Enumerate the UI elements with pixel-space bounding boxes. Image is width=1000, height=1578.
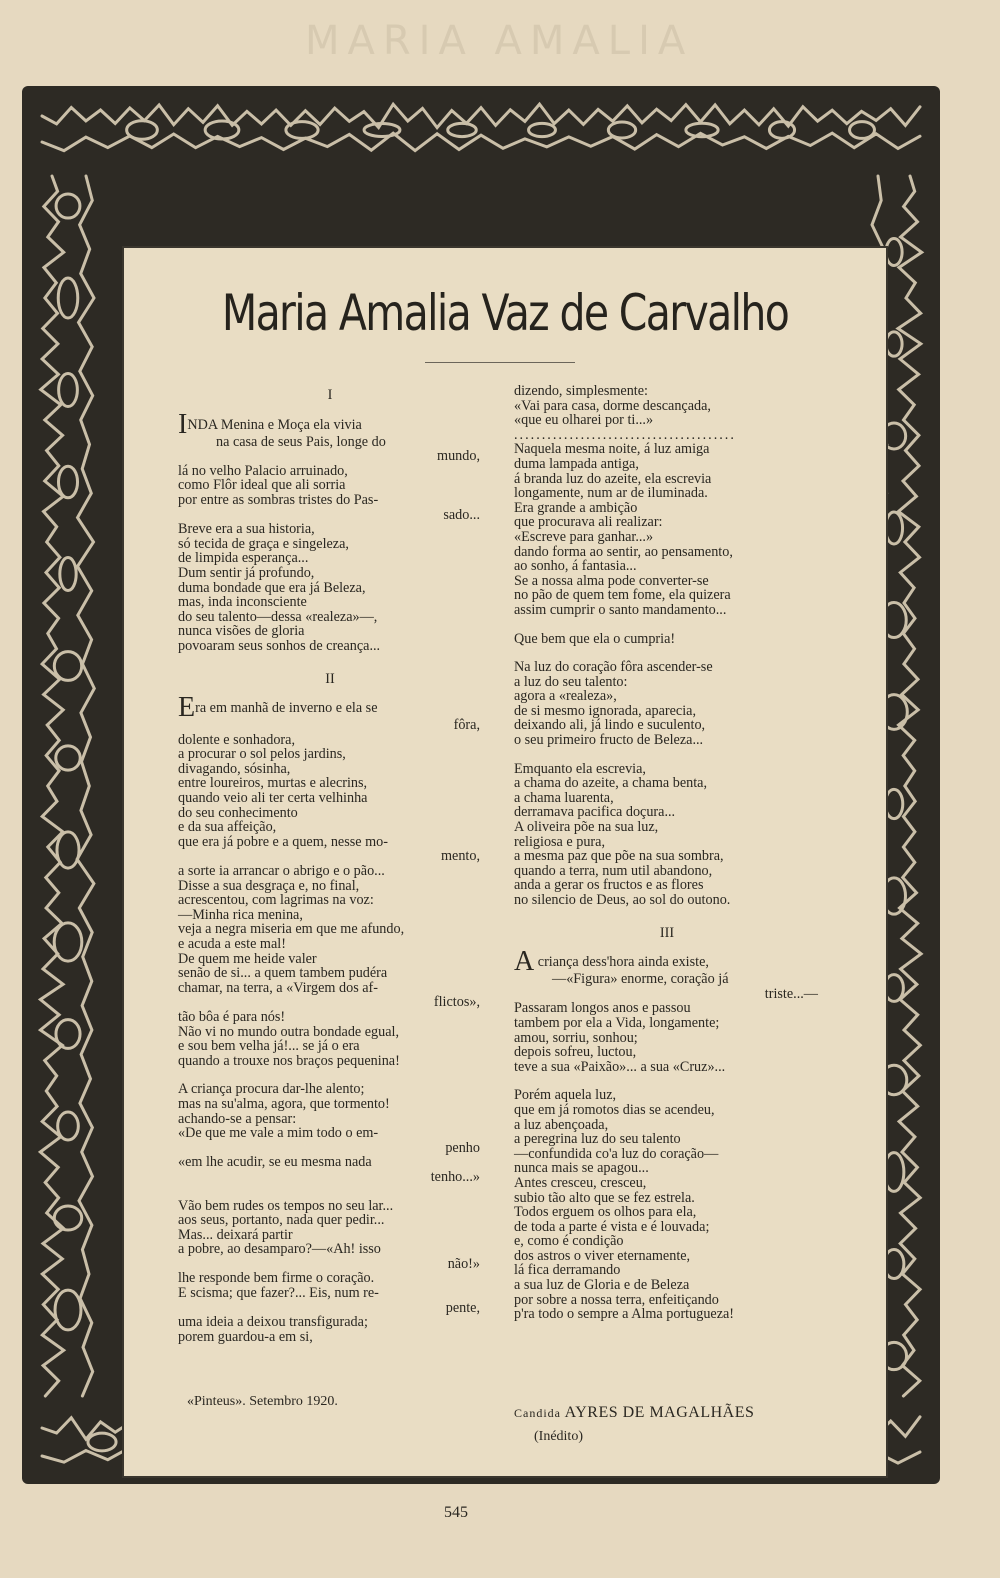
author-surname: AYRES DE MAGALHÃES (564, 1404, 755, 1421)
verse-line: A criança procura dar-lhe alento; (178, 1081, 365, 1098)
verse-line: a sorte ia arrancar o abrigo e o pão... (178, 863, 385, 880)
verse-line: tambem por ela a Vida, longamente; (514, 1014, 720, 1031)
verse-line: e acuda a este mal! (178, 936, 286, 952)
drop-cap: A (514, 946, 535, 978)
verse-line: fôra, (453, 717, 480, 734)
verse-line: Naquela mesma noite, á luz amiga (514, 441, 710, 458)
right-column (514, 384, 820, 1322)
verse-line: no silencio de Deus, ao sol do outono. (514, 892, 731, 908)
stanza-gap (514, 908, 820, 922)
stanza-gap (178, 654, 482, 668)
stanza-gap (514, 748, 820, 762)
verse-line: chamar, na terra, a «Virgem dos af- (178, 979, 379, 996)
verse-line: nunca visões de gloria (178, 623, 305, 640)
verse-line: —Minha rica menina, (178, 906, 303, 923)
stanza-gap (514, 618, 820, 632)
verse-line: achando-se a pensar: (178, 1110, 297, 1127)
verse-line: a sua luz de Gloria e de Beleza (514, 1277, 690, 1294)
verse-line: «De que me vale a mim todo o em- (178, 1125, 379, 1142)
verse-line: depois sofreu, luctou, (514, 1044, 637, 1061)
verse-line: a luz do seu talento: (514, 673, 628, 690)
verse-line: lá fica derramando (514, 1262, 621, 1279)
verse-line: no pão de quem tem fome, ela quizera (514, 587, 731, 604)
verse-line: A oliveira põe na sua luz, (514, 819, 659, 836)
section-number: II (325, 670, 335, 687)
verse-line: do seu conhecimento (178, 804, 298, 821)
title-divider (425, 362, 575, 363)
verse-line: a chama luarenta, (514, 789, 614, 806)
verse-line: «Vai para casa, dorme descançada, (514, 397, 711, 414)
verse-line: quando a trouxe nos braços pequenina! (178, 1052, 400, 1069)
verse-line: Era grande a ambição (514, 499, 638, 516)
verse-line: mento, (440, 848, 480, 865)
place-date: «Pinteus». Setembro 1920. (187, 1394, 338, 1409)
verse-line: ao sonho, á fantasia... (514, 558, 637, 575)
verse-line: agora a «realeza», (514, 688, 617, 705)
stanza-gap (178, 1185, 482, 1199)
verse-line: derramava pacifica doçura... (514, 804, 676, 821)
stanza-gap (178, 1068, 482, 1082)
stanza-gap (514, 646, 820, 660)
text-panel (122, 246, 888, 1478)
verse-line: De quem me heide valer (178, 950, 317, 967)
verse-line: de toda a parte é vista e é louvada; (514, 1218, 710, 1235)
verse-line: duma lampada antiga, (514, 455, 639, 472)
verse-line: veja a negra miseria em que me afundo, (178, 921, 405, 938)
verse-line: anda a gerar os fructos e as flores (514, 877, 704, 894)
verse-line: Mas... deixará partir (178, 1226, 293, 1243)
verse-line: pente, (445, 1299, 480, 1316)
verse-line: a procurar o sol pelos jardins, (178, 746, 346, 763)
verse-line: Disse a sua desgraça e, no final, (178, 877, 360, 894)
verse-line: subio tão alto que se fez estrela. (514, 1189, 695, 1206)
verse-line: povoaram seus sonhos de creança... (178, 637, 381, 654)
verse-line: E scisma; que fazer?... Eis, num re- (178, 1285, 379, 1302)
verse-line: divagando, sósinha, (178, 760, 291, 777)
verse-line: Dum sentir já profundo, (178, 564, 315, 581)
verse-line: porem guardou-a em si, (178, 1328, 313, 1345)
verse-line: duma bondade que era já Beleza, (178, 579, 366, 596)
ellipsis-separator: ........................................ (514, 427, 736, 443)
verse-line: á branda luz do azeite, ela escrevia (514, 470, 712, 487)
verse-line: que procurava ali realizar: (514, 514, 663, 531)
verse-line: e, como é condição (514, 1233, 624, 1250)
stanza-opening-line: INDA Menina e Moça ela vivia (178, 408, 362, 440)
bleed-through-text: MARIA AMALIA (305, 18, 694, 64)
verse-line: deixando ali, já lindo e suculento, (514, 717, 706, 734)
section-number: I (327, 387, 333, 403)
verse-line: não!» (447, 1255, 480, 1272)
verse-line: Antes cresceu, cresceu, (514, 1174, 647, 1191)
verse-line: mas na su'alma, agora, que tormento! (178, 1095, 390, 1112)
verse-line: Se a nossa alma pode converter-se (514, 572, 709, 589)
verse-line: aos seus, portanto, nada quer pedir... (178, 1212, 385, 1229)
drop-cap: E (178, 692, 196, 724)
author-signature (514, 1404, 754, 1422)
verse-line: nunca mais se apagou... (514, 1160, 649, 1177)
verse-line: quando veio ali ter certa velhinha (178, 790, 368, 807)
verse-line: Porém aquela luz, (514, 1087, 617, 1104)
verse-line: na casa de seus Pais, longe do (216, 433, 386, 450)
verse-line: dizendo, simplesmente: (514, 383, 648, 399)
verse-line: dando forma ao sentir, ao pensamento, (514, 543, 733, 560)
verse-line: quando a terra, num util abandono, (514, 862, 713, 879)
verse-line: que era já pobre e a quem, nesse mo- (178, 833, 388, 850)
verse-line: dolente e sonhadora, (178, 731, 296, 748)
verse-line: de limpida esperança... (178, 550, 309, 567)
verse-line: mas, inda inconsciente (178, 594, 307, 611)
verse-line: amou, sorriu, sonhou; (514, 1029, 638, 1046)
page-number: 545 (444, 1504, 468, 1521)
verse-line: «Escreve para ganhar...» (514, 528, 654, 545)
article-title: Maria Amalia Vaz de Carvalho (221, 284, 789, 342)
verse-line: a luz abençoada, (514, 1116, 609, 1133)
verse-line: —«Figura» enorme, coração já (552, 971, 729, 988)
verse-line: Breve era a sua historia, (178, 521, 315, 538)
verse-line: só tecida de graça e singeleza, (178, 535, 349, 552)
verse-line: Não vi no mundo outra bondade egual, (178, 1023, 400, 1040)
verse-line: a pobre, ao desamparo?—«Ah! isso (178, 1241, 381, 1258)
stanza-opening-line: A criança dess'hora ainda existe, (514, 946, 709, 978)
verse-line: do seu talento—dessa «realeza»—, (178, 608, 378, 625)
verse-line: entre loureiros, murtas e alecrins, (178, 775, 368, 792)
verse-line: sado... (443, 506, 480, 523)
verse-line: Emquanto ela escrevia, (514, 760, 646, 777)
verse-line: «em lhe acudir, se eu mesma nada (178, 1154, 372, 1171)
verse-line: tão bôa é para nós! (178, 1008, 286, 1025)
verse-line: por sobre a nossa terra, enfeitiçando (514, 1291, 719, 1308)
verse-line: triste...— (764, 985, 818, 1002)
verse-line: Que bem que ela o cumpria! (514, 630, 676, 647)
stanza-opening-line: Era em manhã de inverno e ela se (178, 692, 378, 724)
drop-cap: I (178, 408, 188, 440)
verse-line: e da sua affeição, (178, 819, 277, 836)
verse-line: acrescentou, com lagrimas na voz: (178, 892, 374, 909)
verse-line: longamente, num ar de iluminada. (514, 485, 708, 502)
verse-line: dos astros o viver eternamente, (514, 1247, 691, 1264)
verse-line: p'ra todo o sempre a Alma portugueza! (514, 1306, 735, 1323)
verse-line: religiosa e pura, (514, 833, 605, 850)
verse-line: uma ideia a deixou transfigurada; (178, 1314, 368, 1331)
woodcut-border-frame (22, 86, 940, 1484)
verse-line: e sou bem velha já!... se já o era (178, 1038, 360, 1055)
author-first-name: Candida (514, 1406, 561, 1420)
verse-line: lá no velho Palacio arruinado, (178, 462, 348, 479)
verse-line: penho (445, 1139, 480, 1156)
verse-line: Vão bem rudes os tempos no seu lar... (178, 1197, 394, 1214)
verse-line: «que eu olharei por ti...» (514, 412, 654, 429)
verse-line: —confundida co'a luz do coração— (514, 1145, 719, 1162)
stanza-gap (514, 1074, 820, 1088)
section-number: III (659, 924, 675, 941)
verse-line: Passaram longos anos e passou (514, 1000, 691, 1017)
verse-line: Na luz do coração fôra ascender-se (514, 659, 713, 676)
verse-line: a mesma paz que põe na sua sombra, (514, 848, 724, 865)
verse-line: flictos», (433, 994, 480, 1011)
verse-line: a chama do azeite, a chama benta, (514, 775, 707, 792)
unpublished-note: (Inédito) (534, 1429, 583, 1444)
verse-line: mundo, (437, 448, 480, 465)
verse-line: de si mesmo ignorada, aparecia, (514, 702, 696, 719)
verse-line: senão de si... a quem tambem pudéra (178, 965, 388, 982)
left-column (178, 384, 482, 1344)
verse-line: tenho...» (430, 1168, 480, 1185)
verse-line: lhe responde bem firme o coração. (178, 1270, 375, 1287)
verse-line: por entre as sombras tristes do Pas- (178, 491, 379, 508)
verse-line: assim cumprir o santo mandamento... (514, 601, 727, 618)
verse-line: a peregrina luz do seu talento (514, 1131, 681, 1148)
verse-line: que em já romotos dias se acendeu, (514, 1101, 715, 1118)
verse-line: o seu primeiro fructo de Beleza... (514, 732, 704, 749)
verse-line: como Flôr ideal que ali sorria (178, 477, 346, 494)
verse-line: Todos erguem os olhos para ela, (514, 1204, 697, 1221)
verse-line: teve a sua «Paixão»... a sua «Cruz»... (514, 1058, 726, 1075)
